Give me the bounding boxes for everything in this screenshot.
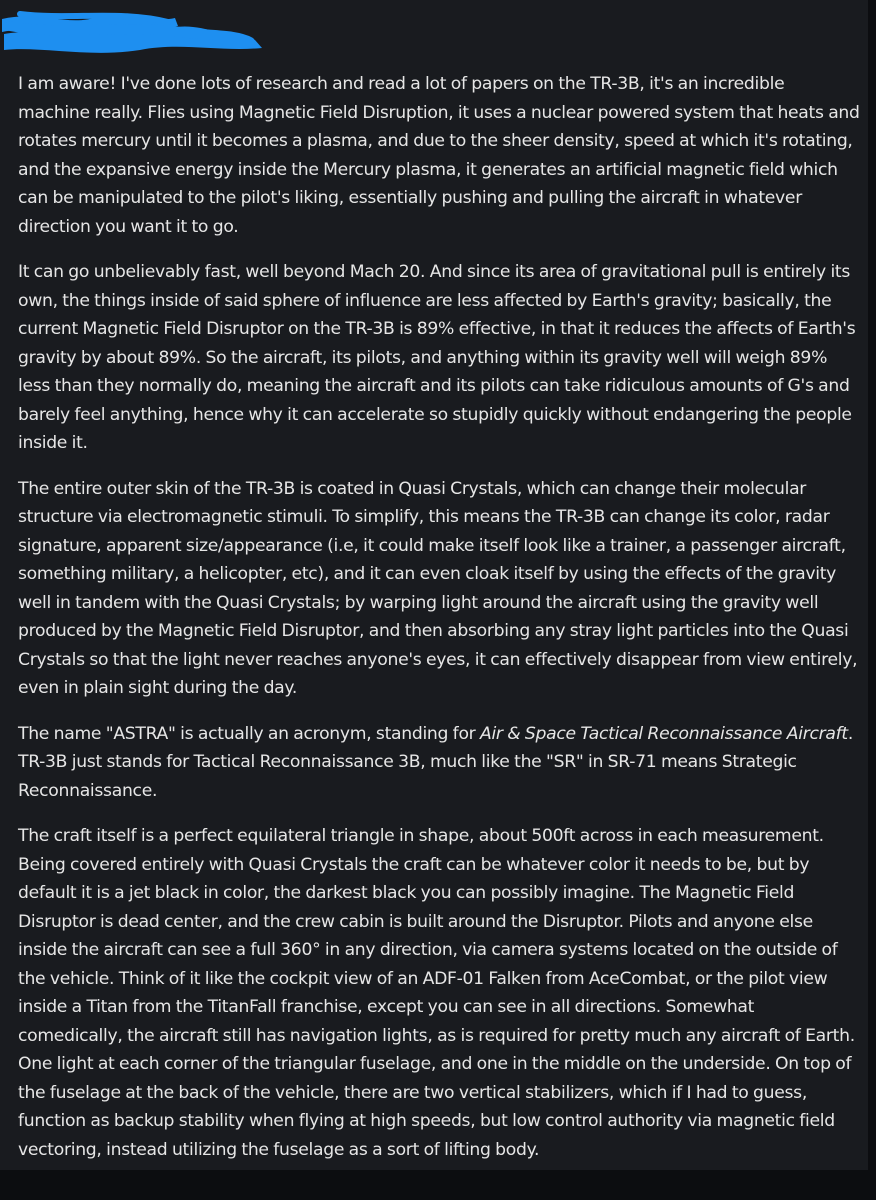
paragraph-quasi-crystals: The entire outer skin of the TR-3B is coated in Quasi Crystals, which can change their molecular structure via electromagnetic stimuli. To simplify, this means the TR-3B can change its color, radar signature, apparent size/appearance (i.e, it could make itself look like a trainer, a passenger aircraft, something military, a helicopter, etc), and it can even cloak itself by using the effects of the gravity well in tandem with the Quasi Crystals; by warping light around the aircraft using the gravity well produced by the Magnetic Field Disruptor, and then absorbing any stray light particles into the Quasi Crystals so that the light never reaches anyone's eyes, it can effectively disappear from view entirely, even in plain sight during the day. xyxy=(18,478,858,698)
redacted-username-scribble xyxy=(0,6,270,56)
paragraph-tr3b-intro: I am aware! I've done lots of research and read a lot of papers on the TR-3B, it's an incredible machine really. Flies using Magnetic Field Disruption, it uses a nuclear powered system that heats and rotates mercury until it becomes a plasma, and due to the sheer density, speed at which it's rotating, and the expansive energy inside the Mercury plasma, it generates an artificial magnetic field which can be manipulated to the pilot's liking, essentially pushing and pulling the aircraft in whatever direction you want it to go. xyxy=(18,74,860,237)
bottom-dark-band xyxy=(0,1170,876,1200)
astra-text-before: The name "ASTRA" is actually an acronym, standing for xyxy=(18,723,480,744)
right-edge-band xyxy=(868,0,876,1170)
paragraph-speed-gravity: It can go unbelievably fast, well beyond Mach 20. And since its area of gravitational pull is entirely its own, the things inside of said sphere of influence are less affected by Earth's gravity; basically, the current Magnetic Field Disruptor on the TR-3B is 89% effective, in that it reduces the affects of Earth's gravity by about 89%. So the aircraft, its pilots, and anything within its gravity well will weigh 89% less than they normally do, meaning the aircraft and its pilots can take ridiculous amounts of G's and barely feel anything, hence why it can accelerate so stupidly quickly without endangering the people inside it. xyxy=(18,262,856,453)
paragraph-astra-acronym xyxy=(18,720,860,806)
astra-italic-expansion: Air & Space Tactical Reconnaissance Aircraft xyxy=(479,723,848,744)
astra-text-after: . TR-3B just stands for Tactical Reconnaissance 3B, much like the "SR" in SR-71 means Strategic Reconnaissance. xyxy=(18,723,853,801)
paragraph-craft-shape: The craft itself is a perfect equilateral triangle in shape, about 500ft across in each measurement. Being covered entirely with Quasi Crystals the craft can be whatever color it needs to be, but by default it is a jet black in color, the darkest black you can possibly imagine. The Magnetic Field Disruptor is dead center, and the crew cabin is built around the Disruptor. Pilots and anyone else inside the aircraft can see a full 360° in any direction, via camera systems located on the outside of the vehicle. Think of it like the cockpit view of an ADF-01 Falken from AceCombat, or the pilot view inside a Titan from the TitanFall franchise, except you can see in all directions. Somewhat comedically, the aircraft still has navigation lights, as is required for pretty much any aircraft of Earth. One light at each corner of the triangular fuselage, and one in the middle on the underside. On top of the fuselage at the back of the vehicle, there are two vertical stabilizers, which if I had to guess, function as backup stability when flying at high speeds, but low control authority via magnetic field vectoring, instead utilizing the fuselage as a sort of lifting body. xyxy=(18,826,855,1160)
